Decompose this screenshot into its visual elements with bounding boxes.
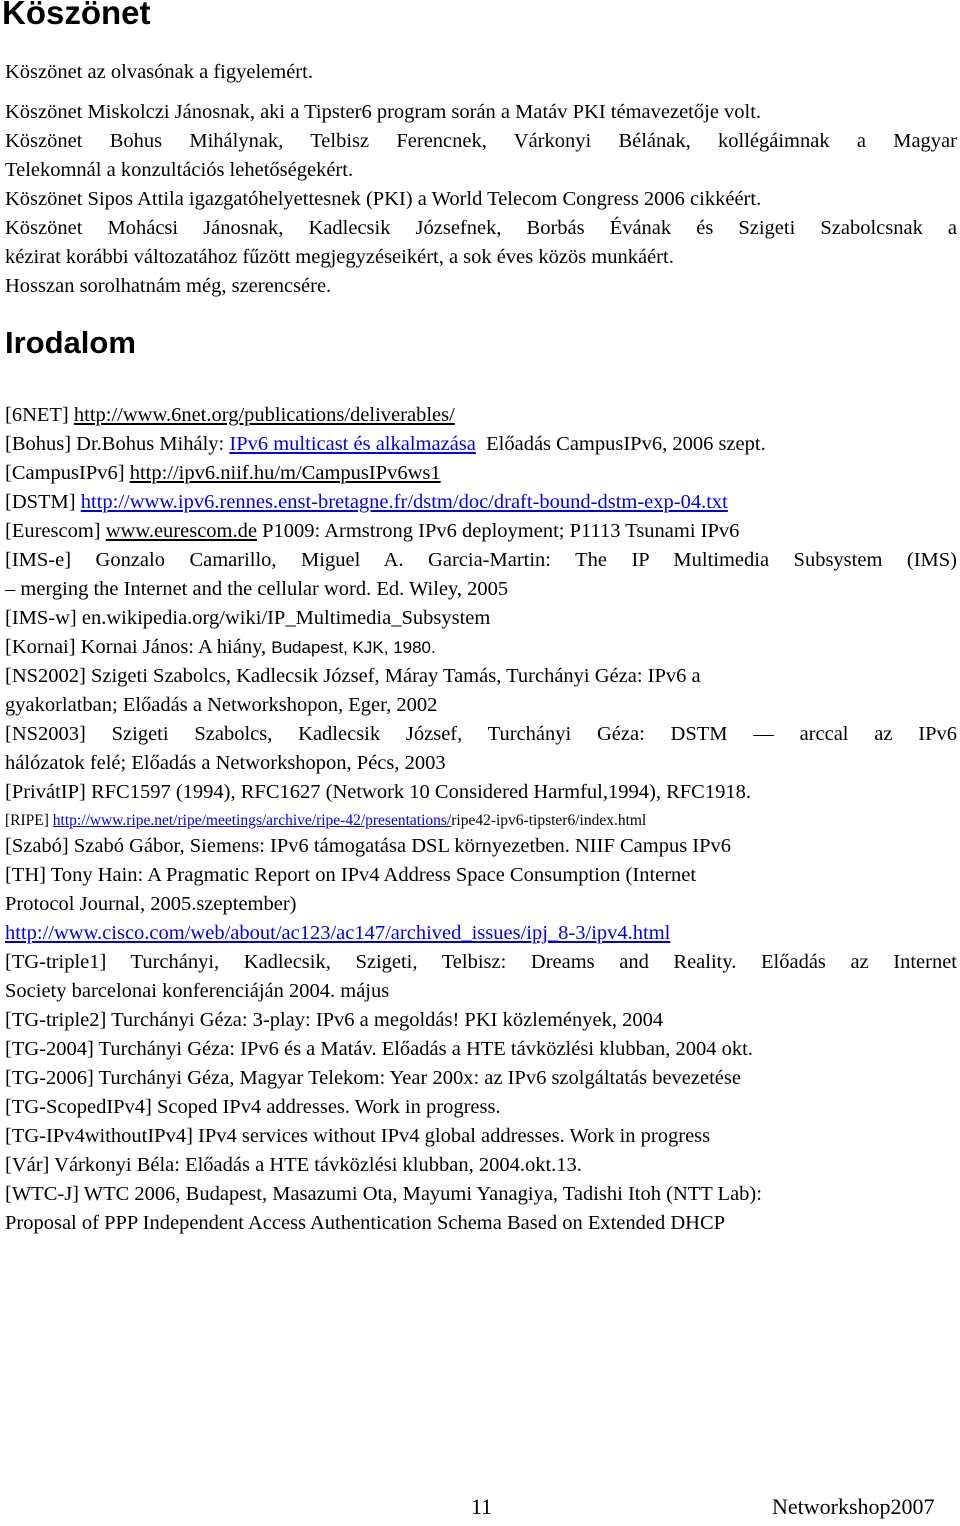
reference-dstm xyxy=(5,488,728,517)
footer-page-number: 11 xyxy=(471,1494,493,1519)
reference-ns2003-line2: hálózatok felé; Előadás a Networkshopon, Pécs, 2003 xyxy=(5,752,446,774)
reference-6net xyxy=(5,401,455,430)
ref-label: [RIPE] xyxy=(5,812,53,829)
reference-eurescom xyxy=(5,517,739,546)
ref-link-campusipv6[interactable]: http://ipv6.niif.hu/m/CampusIPv6ws1 xyxy=(129,462,441,484)
ack-line-8: Hosszan sorolhatnám még, szerencsére. xyxy=(5,275,332,297)
ref-link-dstm[interactable]: http://www.ipv6.rennes.enst-bretagne.fr/dstm/doc/draft-bound-dstm-exp-04.txt xyxy=(80,491,728,513)
reference-wtc-j-line1: [WTC-J] WTC 2006, Budapest, Masazumi Ota, Mayumi Yanagiya, Tadishi Itoh (NTT Lab): xyxy=(5,1183,762,1205)
ref-link-ripe[interactable]: http://www.ripe.net/ripe/meetings/archive/ripe-42/presentations/ xyxy=(52,812,452,829)
ref-text-post: ripe42-ipv6-tipster6/index.html xyxy=(451,812,647,829)
ref-link-eurescom[interactable]: www.eurescom.de xyxy=(105,520,257,542)
ref-link-6net[interactable]: http://www.6net.org/publications/deliverables/ xyxy=(73,404,455,426)
ref-label: [DSTM] xyxy=(5,491,81,513)
ack-line-2: Köszönet Miskolczi Jánosnak, aki a Tipster6 program során a Matáv PKI témavezetője volt. xyxy=(5,101,762,123)
reference-tg-triple2: [TG-triple2] Turchányi Géza: 3-play: IPv6 a megoldás! PKI közlemények, 2004 xyxy=(5,1009,664,1031)
ref-text-post: P1009: Armstrong IPv6 deployment; P1113 Tsunami IPv6 xyxy=(256,520,740,542)
reference-th-link[interactable]: http://www.cisco.com/web/about/ac123/ac147/archived_issues/ipj_8-3/ipv4.html xyxy=(5,922,671,944)
ref-label: [Eurescom] xyxy=(5,520,106,542)
ack-line-1: Köszönet az olvasónak a figyelemért. xyxy=(5,61,313,83)
ref-label: [CampusIPv6] xyxy=(5,462,130,484)
reference-ims-e-line1: [IMS-e] Gonzalo Camarillo, Miguel A. Garcia-Martin: The IP Multimedia Subsystem (IMS) xyxy=(5,549,957,571)
ack-line-6: Köszönet Mohácsi Jánosnak, Kadlecsik Józsefnek, Borbás Évának és Szigeti Szabolcsnak a xyxy=(5,217,957,239)
reference-privatip: [PrivátIP] RFC1597 (1994), RFC1627 (Network 10 Considered Harmful,1994), RFC1918. xyxy=(5,781,751,803)
ack-line-3: Köszönet Bohus Mihálynak, Telbisz Ferencnek, Várkonyi Bélának, kollégáimnak a Magyar xyxy=(5,130,957,152)
reference-tg-triple1-line1: [TG-triple1] Turchányi, Kadlecsik, Szigeti, Telbisz: Dreams and Reality. Előadás az Internet xyxy=(5,951,957,973)
reference-th-line2: Protocol Journal, 2005.szeptember) xyxy=(5,893,297,915)
reference-szabo: [Szabó] Szabó Gábor, Siemens: IPv6 támogatása DSL környezetben. NIIF Campus IPv6 xyxy=(5,835,732,857)
ref-text: [Kornai] Kornai János: A hiány, xyxy=(5,636,272,658)
ref-text: [Bohus] Dr.Bohus Mihály: xyxy=(5,433,230,455)
reference-bohus xyxy=(5,430,766,459)
reference-ns2002-line2: gyakorlatban; Előadás a Networkshopon, Eger, 2002 xyxy=(5,694,438,716)
reference-th-line1: [TH] Tony Hain: A Pragmatic Report on IPv4 Address Space Consumption (Internet xyxy=(5,864,697,886)
reference-ims-w: [IMS-w] en.wikipedia.org/wiki/IP_Multimedia_Subsystem xyxy=(5,607,491,629)
reference-ns2003-line1: [NS2003] Szigeti Szabolcs, Kadlecsik József, Turchányi Géza: DSTM — arccal az IPv6 xyxy=(5,723,957,745)
ack-line-5: Köszönet Sipos Attila igazgatóhelyettesnek (PKI) a World Telecom Congress 2006 cikkéért. xyxy=(5,188,762,210)
reference-var: [Vár] Várkonyi Béla: Előadás a HTE távközlési klubban, 2004.okt.13. xyxy=(5,1154,582,1176)
heading-koszonet: Köszönet xyxy=(2,0,151,31)
reference-campusipv6 xyxy=(5,459,441,488)
footer-event: Networkshop2007 xyxy=(772,1494,935,1519)
ref-text-post: Előadás CampusIPv6, 2006 szept. xyxy=(475,433,766,455)
reference-ims-e-line2: – merging the Internet and the cellular word. Ed. Wiley, 2005 xyxy=(5,578,509,600)
ack-line-4: Telekomnál a konzultációs lehetőségekért. xyxy=(5,159,354,181)
reference-tg-2004: [TG-2004] Turchányi Géza: IPv6 és a Matáv. Előadás a HTE távközlési klubban, 2004 okt. xyxy=(5,1038,753,1060)
reference-ns2002-line1: [NS2002] Szigeti Szabolcs, Kadlecsik József, Máray Tamás, Turchányi Géza: IPv6 a xyxy=(5,665,701,687)
reference-tg-ipv4withoutipv4: [TG-IPv4withoutIPv4] IPv4 services without IPv4 global addresses. Work in progress xyxy=(5,1125,711,1147)
ref-text-sans: Budapest, KJK, 1980. xyxy=(271,638,436,657)
ack-line-7: kézirat korábbi változatához fűzött megjegyzéseikért, a sok éves közös munkáért. xyxy=(5,246,674,268)
reference-tg-2006: [TG-2006] Turchányi Géza, Magyar Telekom: Year 200x: az IPv6 szolgáltatás bevezetése xyxy=(5,1067,741,1089)
reference-ripe xyxy=(5,806,646,835)
reference-tg-triple1-line2: Society barcelonai konferenciáján 2004. május xyxy=(5,980,390,1002)
reference-tg-scopedipv4: [TG-ScopedIPv4] Scoped IPv4 addresses. Work in progress. xyxy=(5,1096,501,1118)
ref-label: [6NET] xyxy=(5,404,74,426)
ref-link-bohus[interactable]: IPv6 multicast és alkalmazása xyxy=(229,433,476,455)
reference-wtc-j-line2: Proposal of PPP Independent Access Authentication Schema Based on Extended DHCP xyxy=(5,1212,726,1234)
heading-irodalom: Irodalom xyxy=(5,325,136,360)
reference-kornai xyxy=(5,633,436,662)
